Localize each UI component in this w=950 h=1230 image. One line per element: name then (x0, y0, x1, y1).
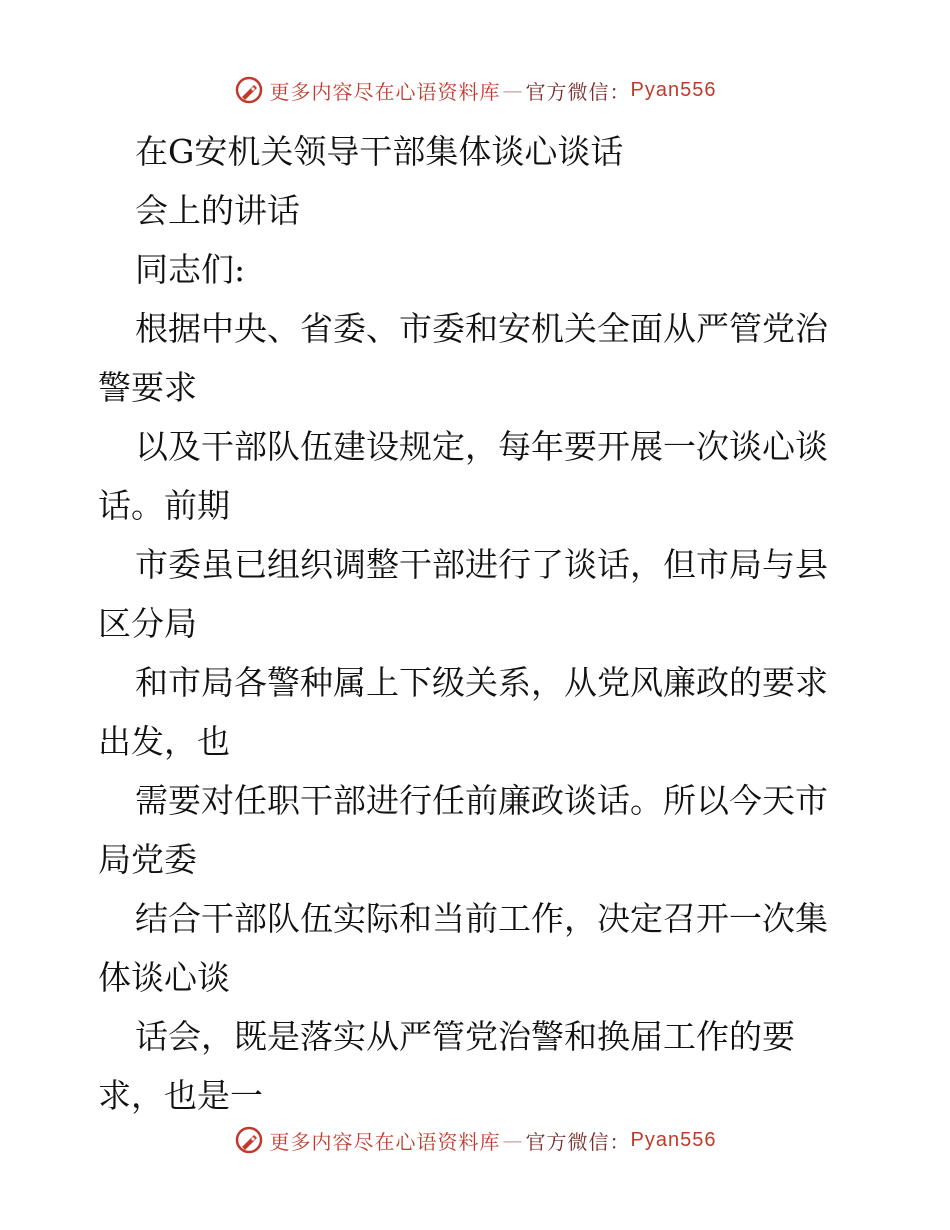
banner-wechat-id: Pyan556 (630, 78, 717, 101)
paragraph: 以及干部队伍建设规定，每年要开展一次谈心谈话。前期 (98, 427, 828, 525)
title-line-2: 会上的讲话 (135, 191, 300, 230)
paragraph: 结合干部队伍实际和当前工作，决定召开一次集体谈心谈 (98, 899, 828, 997)
paragraph: 市委虽已组织调整干部进行了谈话，但市局与县区分局 (98, 545, 828, 643)
banner-wechat-id: Pyan556 (630, 1128, 717, 1151)
paragraph: 需要对任职干部进行任前廉政谈话。所以今天市局党委 (98, 781, 828, 879)
paragraph: 根据中央、省委、市委和安机关全面从严管党治警要求 (98, 309, 828, 407)
banner-text: 更多内容尽在心语资料库 (269, 79, 501, 104)
banner-separator: — (502, 1128, 524, 1152)
banner-wechat-label: 官方微信： (525, 79, 631, 104)
salutation: 同志们: (135, 250, 246, 289)
title-line-1: 在G安机关领导干部集体谈心谈话 (135, 132, 624, 171)
paragraph: 话会，既是落实从严管党治警和换届工作的要求，也是一 (98, 1017, 795, 1115)
banner-wechat-label: 官方微信： (525, 1129, 631, 1154)
banner-separator: — (502, 78, 524, 102)
pen-nib-logo-icon (234, 75, 264, 105)
paragraph: 和市局各警种属上下级关系，从党风廉政的要求出发，也 (98, 663, 828, 761)
banner-text: 更多内容尽在心语资料库 (269, 1129, 501, 1154)
document-body (98, 122, 858, 1125)
footer-banner (0, 1120, 950, 1160)
header-banner (0, 70, 950, 110)
pen-nib-logo-icon (234, 1125, 264, 1155)
